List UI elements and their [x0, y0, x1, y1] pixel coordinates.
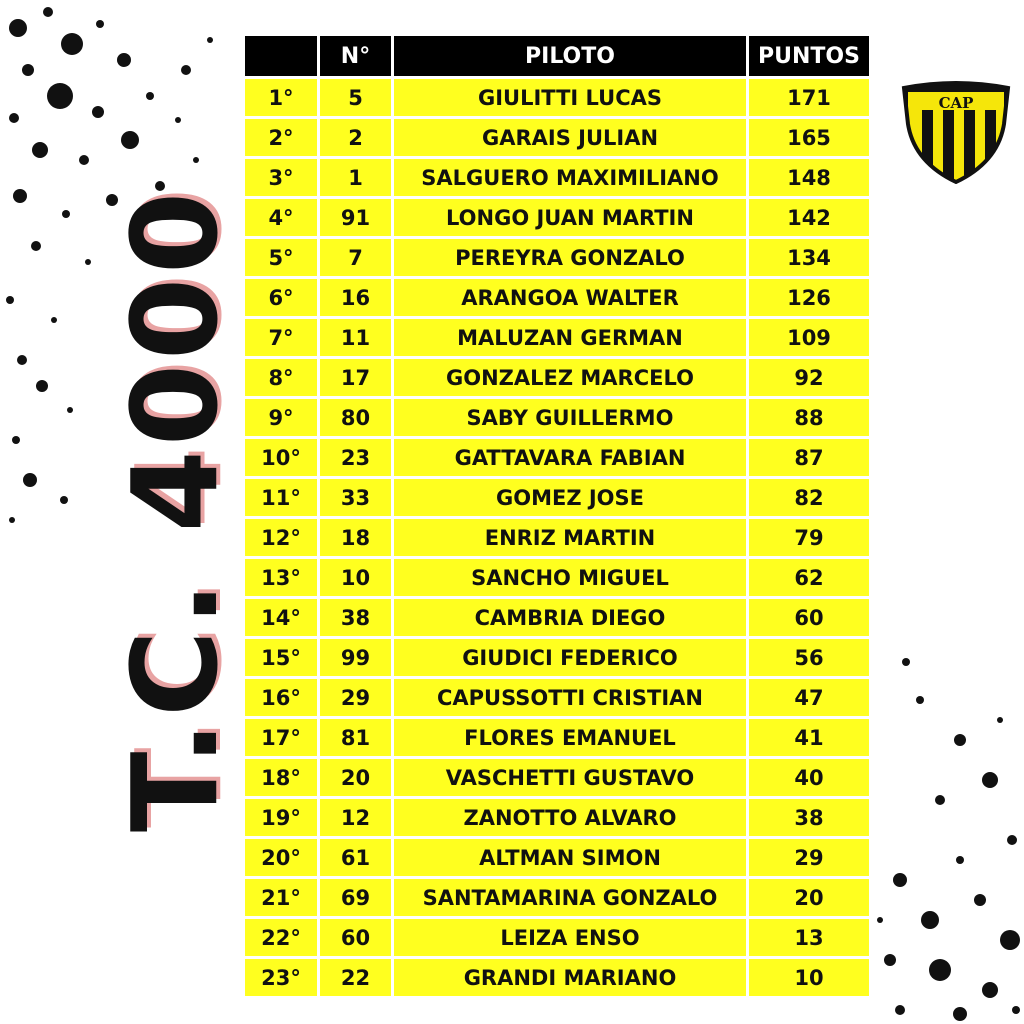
cell-points: 29 — [749, 839, 869, 876]
table-row — [245, 959, 869, 996]
table-row — [245, 79, 869, 116]
cell-points: 165 — [749, 119, 869, 156]
cell-points: 38 — [749, 799, 869, 836]
cell-driver: PEREYRA GONZALO — [394, 239, 746, 276]
cell-points: 20 — [749, 879, 869, 916]
cell-number: 16 — [320, 279, 391, 316]
table-row — [245, 479, 869, 516]
cell-points: 142 — [749, 199, 869, 236]
cell-number: 80 — [320, 399, 391, 436]
cell-driver: SALGUERO MAXIMILIANO — [394, 159, 746, 196]
cell-position: 15° — [245, 639, 317, 676]
table-row — [245, 839, 869, 876]
cell-driver: GRANDI MARIANO — [394, 959, 746, 996]
cell-number: 81 — [320, 719, 391, 756]
cell-points: 92 — [749, 359, 869, 396]
cell-driver: ARANGOA WALTER — [394, 279, 746, 316]
cell-driver: FLORES EMANUEL — [394, 719, 746, 756]
cell-driver: SANTAMARINA GONZALO — [394, 879, 746, 916]
header-driver: PILOTO — [394, 36, 746, 76]
cell-driver: GARAIS JULIAN — [394, 119, 746, 156]
cell-points: 109 — [749, 319, 869, 356]
cell-number: 20 — [320, 759, 391, 796]
table-row — [245, 879, 869, 916]
cell-number: 18 — [320, 519, 391, 556]
table-header-row — [245, 36, 869, 76]
table-row — [245, 639, 869, 676]
cell-number: 61 — [320, 839, 391, 876]
cell-position: 7° — [245, 319, 317, 356]
cell-position: 2° — [245, 119, 317, 156]
cell-number: 99 — [320, 639, 391, 676]
cell-number: 22 — [320, 959, 391, 996]
cell-driver: LEIZA ENSO — [394, 919, 746, 956]
cell-points: 41 — [749, 719, 869, 756]
cell-points: 79 — [749, 519, 869, 556]
cell-position: 12° — [245, 519, 317, 556]
cell-position: 22° — [245, 919, 317, 956]
table-row — [245, 399, 869, 436]
standings-table — [242, 33, 872, 999]
cell-points: 148 — [749, 159, 869, 196]
cell-driver: GIULITTI LUCAS — [394, 79, 746, 116]
table-row — [245, 599, 869, 636]
cell-position: 20° — [245, 839, 317, 876]
cell-position: 10° — [245, 439, 317, 476]
cell-position: 3° — [245, 159, 317, 196]
cell-position: 23° — [245, 959, 317, 996]
cell-number: 2 — [320, 119, 391, 156]
table-row — [245, 319, 869, 356]
table-row — [245, 559, 869, 596]
cell-position: 16° — [245, 679, 317, 716]
cell-points: 10 — [749, 959, 869, 996]
cell-points: 40 — [749, 759, 869, 796]
cell-points: 171 — [749, 79, 869, 116]
cell-number: 60 — [320, 919, 391, 956]
cell-driver: CAPUSSOTTI CRISTIAN — [394, 679, 746, 716]
cell-number: 29 — [320, 679, 391, 716]
cell-number: 5 — [320, 79, 391, 116]
cell-driver: GOMEZ JOSE — [394, 479, 746, 516]
cell-number: 11 — [320, 319, 391, 356]
cell-position: 8° — [245, 359, 317, 396]
cell-points: 60 — [749, 599, 869, 636]
table-row — [245, 719, 869, 756]
cell-driver: GATTAVARA FABIAN — [394, 439, 746, 476]
cell-driver: SABY GUILLERMO — [394, 399, 746, 436]
cell-points: 56 — [749, 639, 869, 676]
cell-points: 82 — [749, 479, 869, 516]
table-row — [245, 239, 869, 276]
header-position — [245, 36, 317, 76]
table-row — [245, 159, 869, 196]
cell-driver: LONGO JUAN MARTIN — [394, 199, 746, 236]
cell-position: 5° — [245, 239, 317, 276]
table-row — [245, 799, 869, 836]
cell-number: 17 — [320, 359, 391, 396]
table-row — [245, 519, 869, 556]
cell-points: 126 — [749, 279, 869, 316]
cell-number: 91 — [320, 199, 391, 236]
cell-position: 14° — [245, 599, 317, 636]
cell-number: 1 — [320, 159, 391, 196]
cell-position: 21° — [245, 879, 317, 916]
header-points: PUNTOS — [749, 36, 869, 76]
cell-number: 10 — [320, 559, 391, 596]
cell-position: 1° — [245, 79, 317, 116]
cell-position: 11° — [245, 479, 317, 516]
cell-driver: GIUDICI FEDERICO — [394, 639, 746, 676]
page-title: T.C. 4000 — [106, 187, 244, 833]
cell-number: 69 — [320, 879, 391, 916]
header-number: N° — [320, 36, 391, 76]
cell-points: 87 — [749, 439, 869, 476]
table-row — [245, 439, 869, 476]
cell-position: 13° — [245, 559, 317, 596]
table-row — [245, 679, 869, 716]
cell-driver: VASCHETTI GUSTAVO — [394, 759, 746, 796]
cell-number: 7 — [320, 239, 391, 276]
cell-driver: ZANOTTO ALVARO — [394, 799, 746, 836]
table-row — [245, 199, 869, 236]
cell-position: 6° — [245, 279, 317, 316]
table-row — [245, 119, 869, 156]
cell-position: 9° — [245, 399, 317, 436]
club-shield-logo-icon — [898, 80, 1014, 184]
cell-position: 18° — [245, 759, 317, 796]
cell-position: 19° — [245, 799, 317, 836]
cell-points: 62 — [749, 559, 869, 596]
logo-initials: CAP — [938, 94, 974, 112]
cell-points: 88 — [749, 399, 869, 436]
cell-position: 17° — [245, 719, 317, 756]
cell-driver: CAMBRIA DIEGO — [394, 599, 746, 636]
cell-position: 4° — [245, 199, 317, 236]
cell-driver: ENRIZ MARTIN — [394, 519, 746, 556]
cell-number: 38 — [320, 599, 391, 636]
cell-driver: ALTMAN SIMON — [394, 839, 746, 876]
cell-number: 23 — [320, 439, 391, 476]
cell-points: 134 — [749, 239, 869, 276]
table-row — [245, 759, 869, 796]
table-row — [245, 279, 869, 316]
cell-driver: SANCHO MIGUEL — [394, 559, 746, 596]
table-row — [245, 359, 869, 396]
cell-driver: GONZALEZ MARCELO — [394, 359, 746, 396]
cell-points: 13 — [749, 919, 869, 956]
cell-number: 12 — [320, 799, 391, 836]
cell-driver: MALUZAN GERMAN — [394, 319, 746, 356]
table-row — [245, 919, 869, 956]
cell-points: 47 — [749, 679, 869, 716]
cell-number: 33 — [320, 479, 391, 516]
